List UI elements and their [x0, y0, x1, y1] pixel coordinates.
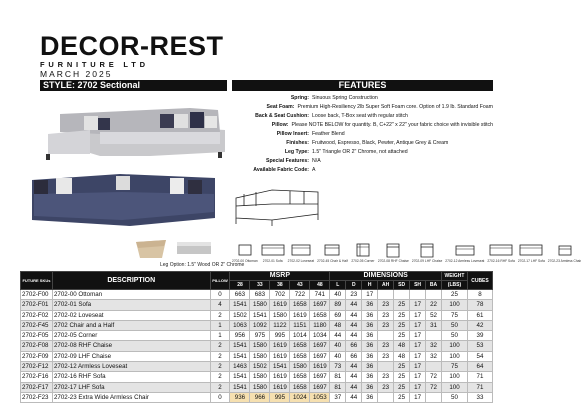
dimension-cell: [426, 331, 442, 341]
msrp-cell: 1502: [230, 310, 250, 320]
dimension-cell: 44: [346, 382, 362, 392]
dimension-cell: 72: [426, 372, 442, 382]
dimension-cell: [394, 290, 410, 300]
diagram-loveseat: [288, 241, 314, 271]
sectional-line-drawing: [232, 180, 322, 232]
dimension-cell: 23: [378, 320, 394, 330]
feature-row-special: [232, 157, 493, 166]
pillow-cell: 4: [210, 300, 230, 310]
feature-value: 1.5" Triangle OR 2" Chrome, not attached: [312, 149, 408, 155]
sku-cell: 2702-F16: [21, 372, 53, 382]
diagram-rhf-chaise: [378, 241, 409, 271]
cubes-cell: 8: [467, 290, 492, 300]
dimension-cell: [378, 392, 394, 402]
description-cell: 2702-02 Loveseat: [52, 310, 210, 320]
msrp-cell: 956: [230, 331, 250, 341]
dimension-cell: 17: [410, 382, 426, 392]
msrp-cell: 1541: [230, 382, 250, 392]
msrp-cell: 1053: [310, 392, 330, 402]
dimension-cell: 81: [330, 382, 346, 392]
feature-row-seat-foam: [232, 103, 493, 112]
diagram-label: 2702-45 Chair & Half: [317, 259, 348, 263]
sku-cell: 2702-F00: [21, 290, 53, 300]
cubes-cell: 71: [467, 372, 492, 382]
diagram-label: 2702-02 Loveseat: [287, 259, 315, 263]
dimension-cell: 44: [346, 392, 362, 402]
cubes-cell: 61: [467, 310, 492, 320]
weight-unit-header: (LBS): [442, 281, 468, 290]
msrp-cell: 1697: [310, 341, 330, 351]
loveseat-icon: [289, 241, 313, 259]
dimension-cell: 23: [378, 351, 394, 361]
description-cell: 2702-00 Ottoman: [52, 290, 210, 300]
feature-value: Sinuous Spring Construction: [312, 95, 378, 101]
dimension-cell: 22: [426, 300, 442, 310]
dimension-cell: 48: [394, 351, 410, 361]
msrp-cell: 1658: [290, 351, 310, 361]
table-row: [21, 331, 493, 341]
dimension-cell: 72: [426, 382, 442, 392]
msrp-cell: 683: [250, 290, 270, 300]
table-row: [21, 290, 493, 300]
dim-col-header: BA: [426, 281, 442, 290]
dimension-cell: 25: [394, 331, 410, 341]
dimension-cell: [410, 290, 426, 300]
dimension-cell: 25: [394, 382, 410, 392]
feature-value: Premium High-Resiliency 2lb Super Soft Foam core. Option of 1.9 lb. Standard Foam: [297, 104, 493, 110]
feature-value: Feather Blend: [312, 131, 345, 137]
diagram-label: 2702-17 LHF Sofa: [517, 259, 545, 263]
msrp-cell: 1658: [290, 300, 310, 310]
dimension-cell: 44: [346, 372, 362, 382]
dimension-cell: 36: [362, 310, 378, 320]
pillow-cell: 2: [210, 351, 230, 361]
dimension-cell: 17: [410, 341, 426, 351]
msrp-cell: 1697: [310, 382, 330, 392]
wood-leg-swatch: [134, 238, 168, 260]
feature-value: A: [312, 167, 316, 173]
dimension-cell: 25: [394, 372, 410, 382]
feature-key: Pillow Insert:: [276, 131, 309, 137]
weight-cell: 100: [442, 382, 468, 392]
description-cell: 2702-23 Extra Wide Armless Chair: [52, 392, 210, 402]
diagram-ottoman: [232, 241, 258, 271]
dimension-cell: 48: [394, 341, 410, 351]
pillow-cell: 1: [210, 331, 230, 341]
diagram-label: 2702-09 LHF Chaise: [411, 259, 443, 263]
dimension-cell: [426, 362, 442, 372]
sku-cell: 2702-F08: [21, 341, 53, 351]
msrp-cell: 1697: [310, 351, 330, 361]
configuration-diagrams: [232, 241, 581, 271]
msrp-cell: 995: [270, 331, 290, 341]
dim-col-header: H: [362, 281, 378, 290]
msrp-header: MSRP: [230, 272, 330, 281]
msrp-cell: 1619: [270, 300, 290, 310]
pillow-cell: 2: [210, 310, 230, 320]
dimension-cell: 17: [410, 300, 426, 310]
msrp-cell: 1502: [250, 362, 270, 372]
dimension-cell: 40: [330, 290, 346, 300]
sofa-icon: [489, 241, 513, 259]
dimension-cell: 17: [410, 392, 426, 402]
msrp-cell: 1580: [290, 362, 310, 372]
dimensions-header: DIMENSIONS: [330, 272, 442, 281]
msrp-cell: 936: [230, 392, 250, 402]
msrp-cell: 966: [250, 392, 270, 402]
dimension-cell: 36: [362, 331, 378, 341]
weight-cell: 100: [442, 341, 468, 351]
dimension-cell: 23: [378, 310, 394, 320]
diagram-sofa: [261, 241, 285, 271]
dimension-cell: 36: [362, 341, 378, 351]
table-row: [21, 382, 493, 392]
msrp-cell: 1014: [290, 331, 310, 341]
feature-row-finishes: [232, 139, 493, 148]
msrp-cell: 1580: [250, 382, 270, 392]
pillow-header: PILLOW: [210, 272, 230, 290]
dimension-cell: 36: [362, 392, 378, 402]
spec-table: [20, 271, 493, 403]
feature-key: Back & Seat Cushion:: [255, 113, 309, 119]
msrp-col-header: 43: [290, 281, 310, 290]
features-title: FEATURES: [232, 80, 493, 91]
ottoman-icon: [233, 241, 257, 259]
msrp-cell: 1541: [230, 372, 250, 382]
msrp-col-header: 48: [310, 281, 330, 290]
msrp-cell: 1580: [250, 372, 270, 382]
chaise-icon: [415, 241, 439, 259]
pillow-cell: 2: [210, 372, 230, 382]
dimension-cell: 17: [410, 351, 426, 361]
feature-row-pillow-insert: [232, 130, 493, 139]
cubes-cell: 39: [467, 331, 492, 341]
msrp-cell: 1619: [270, 351, 290, 361]
dim-col-header: D: [346, 281, 362, 290]
msrp-cell: 1619: [290, 310, 310, 320]
msrp-cell: 663: [230, 290, 250, 300]
weight-cell: 100: [442, 300, 468, 310]
weight-cell: 75: [442, 310, 468, 320]
dim-col-header: L: [330, 281, 346, 290]
chaise-icon: [381, 241, 405, 259]
description-cell: 2702-09 LHF Chaise: [52, 351, 210, 361]
dimension-cell: 36: [362, 362, 378, 372]
weight-cell: 50: [442, 392, 468, 402]
feature-row-pillow: [232, 121, 493, 130]
dimension-cell: 36: [362, 372, 378, 382]
diagram-armless-chair: [548, 241, 581, 271]
msrp-cell: 1092: [250, 320, 270, 330]
dimension-cell: 44: [346, 331, 362, 341]
msrp-cell: 1151: [290, 320, 310, 330]
cubes-cell: 42: [467, 320, 492, 330]
table-row: [21, 362, 493, 372]
dimension-cell: [378, 331, 394, 341]
dimension-cell: 25: [394, 320, 410, 330]
table-row: [21, 372, 493, 382]
armless-loveseat-icon: [453, 241, 477, 259]
dimension-cell: 23: [378, 341, 394, 351]
description-cell: 2702-12 Armless Loveseat: [52, 362, 210, 372]
msrp-cell: 1024: [290, 392, 310, 402]
dimension-cell: 36: [362, 300, 378, 310]
description-cell: 2702-01 Sofa: [52, 300, 210, 310]
leg-option-caption: Leg Option: 1.5" Wood OR 2" Chrome: [160, 262, 245, 268]
description-cell: 2702-08 RHF Chaise: [52, 341, 210, 351]
dimension-cell: 73: [330, 362, 346, 372]
pillow-cell: 0: [210, 392, 230, 402]
msrp-col-header: 28: [230, 281, 250, 290]
diagram-label: 2702-08 RHF Chaise: [377, 259, 409, 263]
table-row: [21, 310, 493, 320]
style-title: STYLE: 2702 Sectional: [40, 80, 227, 91]
diagram-label: 2702-05 Corner: [351, 259, 375, 263]
weight-cell: 75: [442, 362, 468, 372]
feature-row-cushion: [232, 112, 493, 121]
msrp-cell: 702: [270, 290, 290, 300]
diagram-armless-loveseat: [445, 241, 484, 271]
table-row: [21, 341, 493, 351]
weight-cell: 100: [442, 351, 468, 361]
dimension-cell: 69: [330, 310, 346, 320]
msrp-cell: 1697: [310, 372, 330, 382]
dimension-cell: 40: [330, 351, 346, 361]
feature-key: Available Fabric Code:: [253, 167, 309, 173]
dimension-cell: 66: [346, 351, 362, 361]
dim-col-header: SD: [394, 281, 410, 290]
sku-cell: 2702-F45: [21, 320, 53, 330]
feature-row-spring: [232, 94, 493, 103]
chair-icon: [320, 241, 344, 259]
sectional-photo-grey: [40, 94, 227, 166]
dimension-cell: 44: [346, 320, 362, 330]
cubes-cell: 71: [467, 382, 492, 392]
msrp-cell: 1463: [230, 362, 250, 372]
dimension-cell: 25: [394, 300, 410, 310]
brand-tagline: FURNITURE LTD: [40, 60, 149, 69]
dimension-cell: 89: [330, 300, 346, 310]
msrp-cell: 1658: [290, 372, 310, 382]
diagram-label: 2702-01 Sofa: [262, 259, 283, 263]
pillow-cell: 1: [210, 320, 230, 330]
msrp-cell: 1580: [250, 351, 270, 361]
dimension-cell: 37: [330, 392, 346, 402]
description-cell: 2702-16 RHF Sofa: [52, 372, 210, 382]
dimension-cell: 25: [394, 310, 410, 320]
brand-logo: DECOR-REST: [40, 31, 224, 61]
table-row: [21, 392, 493, 402]
sofa-icon: [519, 241, 543, 259]
sku-cell: 2702-F01: [21, 300, 53, 310]
msrp-cell: 1619: [270, 372, 290, 382]
dimension-cell: 44: [346, 362, 362, 372]
cubes-cell: 64: [467, 362, 492, 372]
pillow-cell: 2: [210, 341, 230, 351]
cubes-header: CUBES: [467, 272, 492, 290]
feature-key: Leg Type:: [284, 149, 309, 155]
dimension-cell: 17: [410, 310, 426, 320]
msrp-cell: 995: [270, 392, 290, 402]
diagram-label: 2702-00 Ottoman: [232, 259, 258, 263]
dimension-cell: 44: [346, 300, 362, 310]
dimension-cell: [426, 392, 442, 402]
sku-cell: 2702-F12: [21, 362, 53, 372]
dimension-cell: 17: [410, 362, 426, 372]
diagram-lhf-sofa: [518, 241, 545, 271]
feature-key: Finishes:: [286, 140, 309, 146]
msrp-cell: 1580: [250, 341, 270, 351]
corner-icon: [351, 241, 375, 259]
msrp-cell: 1541: [230, 351, 250, 361]
msrp-cell: 1619: [270, 341, 290, 351]
dimension-cell: 32: [426, 341, 442, 351]
diagram-label: 2702-16 RHF Sofa: [487, 259, 515, 263]
cubes-cell: 54: [467, 351, 492, 361]
dimension-cell: 36: [362, 382, 378, 392]
msrp-cell: 1658: [290, 382, 310, 392]
weight-cell: 25: [442, 290, 468, 300]
diagram-corner: [351, 241, 375, 271]
feature-value: Fruitwood, Espresso, Black, Pewter, Antique Grey & Cream: [312, 140, 449, 146]
cubes-cell: 53: [467, 341, 492, 351]
dimension-cell: 36: [362, 351, 378, 361]
weight-cell: 100: [442, 372, 468, 382]
dimension-cell: [378, 290, 394, 300]
table-row: [21, 320, 493, 330]
msrp-cell: 1180: [310, 320, 330, 330]
dimension-cell: 52: [426, 310, 442, 320]
sku-cell: 2702-F23: [21, 392, 53, 402]
dimension-cell: 81: [330, 372, 346, 382]
dimension-cell: 23: [378, 372, 394, 382]
msrp-cell: 1063: [230, 320, 250, 330]
msrp-cell: 1580: [270, 310, 290, 320]
dimension-cell: 23: [378, 382, 394, 392]
cubes-cell: 33: [467, 392, 492, 402]
msrp-cell: 1580: [250, 300, 270, 310]
dimension-cell: 44: [346, 310, 362, 320]
diagram-label: 2702-12 Armless Loveseat: [445, 259, 485, 263]
dimension-cell: 17: [410, 331, 426, 341]
chrome-leg-swatch: [175, 238, 213, 258]
msrp-cell: 1122: [270, 320, 290, 330]
msrp-cell: 741: [310, 290, 330, 300]
catalog-date: MARCH 2025: [40, 69, 113, 79]
dimension-cell: 32: [426, 351, 442, 361]
dimension-cell: 25: [394, 392, 410, 402]
msrp-col-header: 33: [250, 281, 270, 290]
description-cell: 2702-05 Corner: [52, 331, 210, 341]
dim-col-header: SH: [410, 281, 426, 290]
weight-cell: 50: [442, 331, 468, 341]
feature-value: Loose back, T-Box seat with regular stitch: [312, 113, 408, 119]
msrp-cell: 1541: [270, 362, 290, 372]
msrp-cell: 1541: [230, 300, 250, 310]
weight-header: WEIGHT: [442, 272, 468, 281]
sectional-photo-navy: [30, 170, 217, 232]
dimension-cell: 66: [346, 341, 362, 351]
msrp-cell: 1619: [310, 362, 330, 372]
dim-col-header: AH: [378, 281, 394, 290]
future-skus-header: FUTURE SKUs: [21, 272, 53, 290]
pillow-cell: 2: [210, 382, 230, 392]
msrp-cell: 722: [290, 290, 310, 300]
msrp-cell: 1619: [270, 382, 290, 392]
dimension-cell: 40: [330, 341, 346, 351]
dimension-cell: 31: [426, 320, 442, 330]
diagram-rhf-sofa: [487, 241, 515, 271]
sofa-icon: [261, 241, 285, 259]
feature-row-fabric-code: [232, 166, 493, 175]
weight-cell: 50: [442, 320, 468, 330]
dimension-cell: 17: [410, 320, 426, 330]
dimension-cell: 23: [378, 300, 394, 310]
description-header: DESCRIPTION: [52, 272, 210, 290]
table-row: [21, 300, 493, 310]
feature-key: Seat Foam:: [266, 104, 295, 110]
msrp-cell: 1034: [310, 331, 330, 341]
sku-cell: 2702-F02: [21, 310, 53, 320]
msrp-cell: 1658: [310, 310, 330, 320]
dimension-cell: [378, 362, 394, 372]
pillow-cell: 0: [210, 290, 230, 300]
msrp-cell: 1541: [250, 310, 270, 320]
feature-key: Special Features:: [266, 158, 309, 164]
msrp-col-header: 38: [270, 281, 290, 290]
sku-cell: 2702-F17: [21, 382, 53, 392]
msrp-cell: 975: [250, 331, 270, 341]
description-cell: 2702 Chair and a Half: [52, 320, 210, 330]
feature-key: Spring:: [290, 95, 309, 101]
dimension-cell: 36: [362, 320, 378, 330]
sku-cell: 2702-F05: [21, 331, 53, 341]
feature-value: N/A: [312, 158, 321, 164]
table-row: [21, 351, 493, 361]
sku-cell: 2702-F09: [21, 351, 53, 361]
diagram-chair-half: [317, 241, 348, 271]
cubes-cell: 78: [467, 300, 492, 310]
feature-key: Pillow:: [271, 122, 289, 128]
pillow-cell: 2: [210, 362, 230, 372]
dimension-cell: 44: [330, 331, 346, 341]
feature-row-leg-type: [232, 148, 493, 157]
msrp-cell: 1697: [310, 300, 330, 310]
dimension-cell: 23: [346, 290, 362, 300]
msrp-cell: 1541: [230, 341, 250, 351]
dimension-cell: 17: [362, 290, 378, 300]
description-cell: 2702-17 LHF Sofa: [52, 382, 210, 392]
features-list: [232, 94, 493, 175]
dimension-cell: 48: [330, 320, 346, 330]
msrp-cell: 1658: [290, 341, 310, 351]
diagram-lhf-chaise: [412, 241, 442, 271]
feature-value: Please NOTE BELOW for quantity. B, C+22" x 22" your fabric choice with invisible stitch: [291, 122, 493, 128]
dimension-cell: 25: [394, 362, 410, 372]
diagram-label: 2702-23 Armless Chair: [547, 259, 581, 263]
dimension-cell: 17: [410, 372, 426, 382]
armless-chair-icon: [553, 241, 577, 259]
dimension-cell: [426, 290, 442, 300]
